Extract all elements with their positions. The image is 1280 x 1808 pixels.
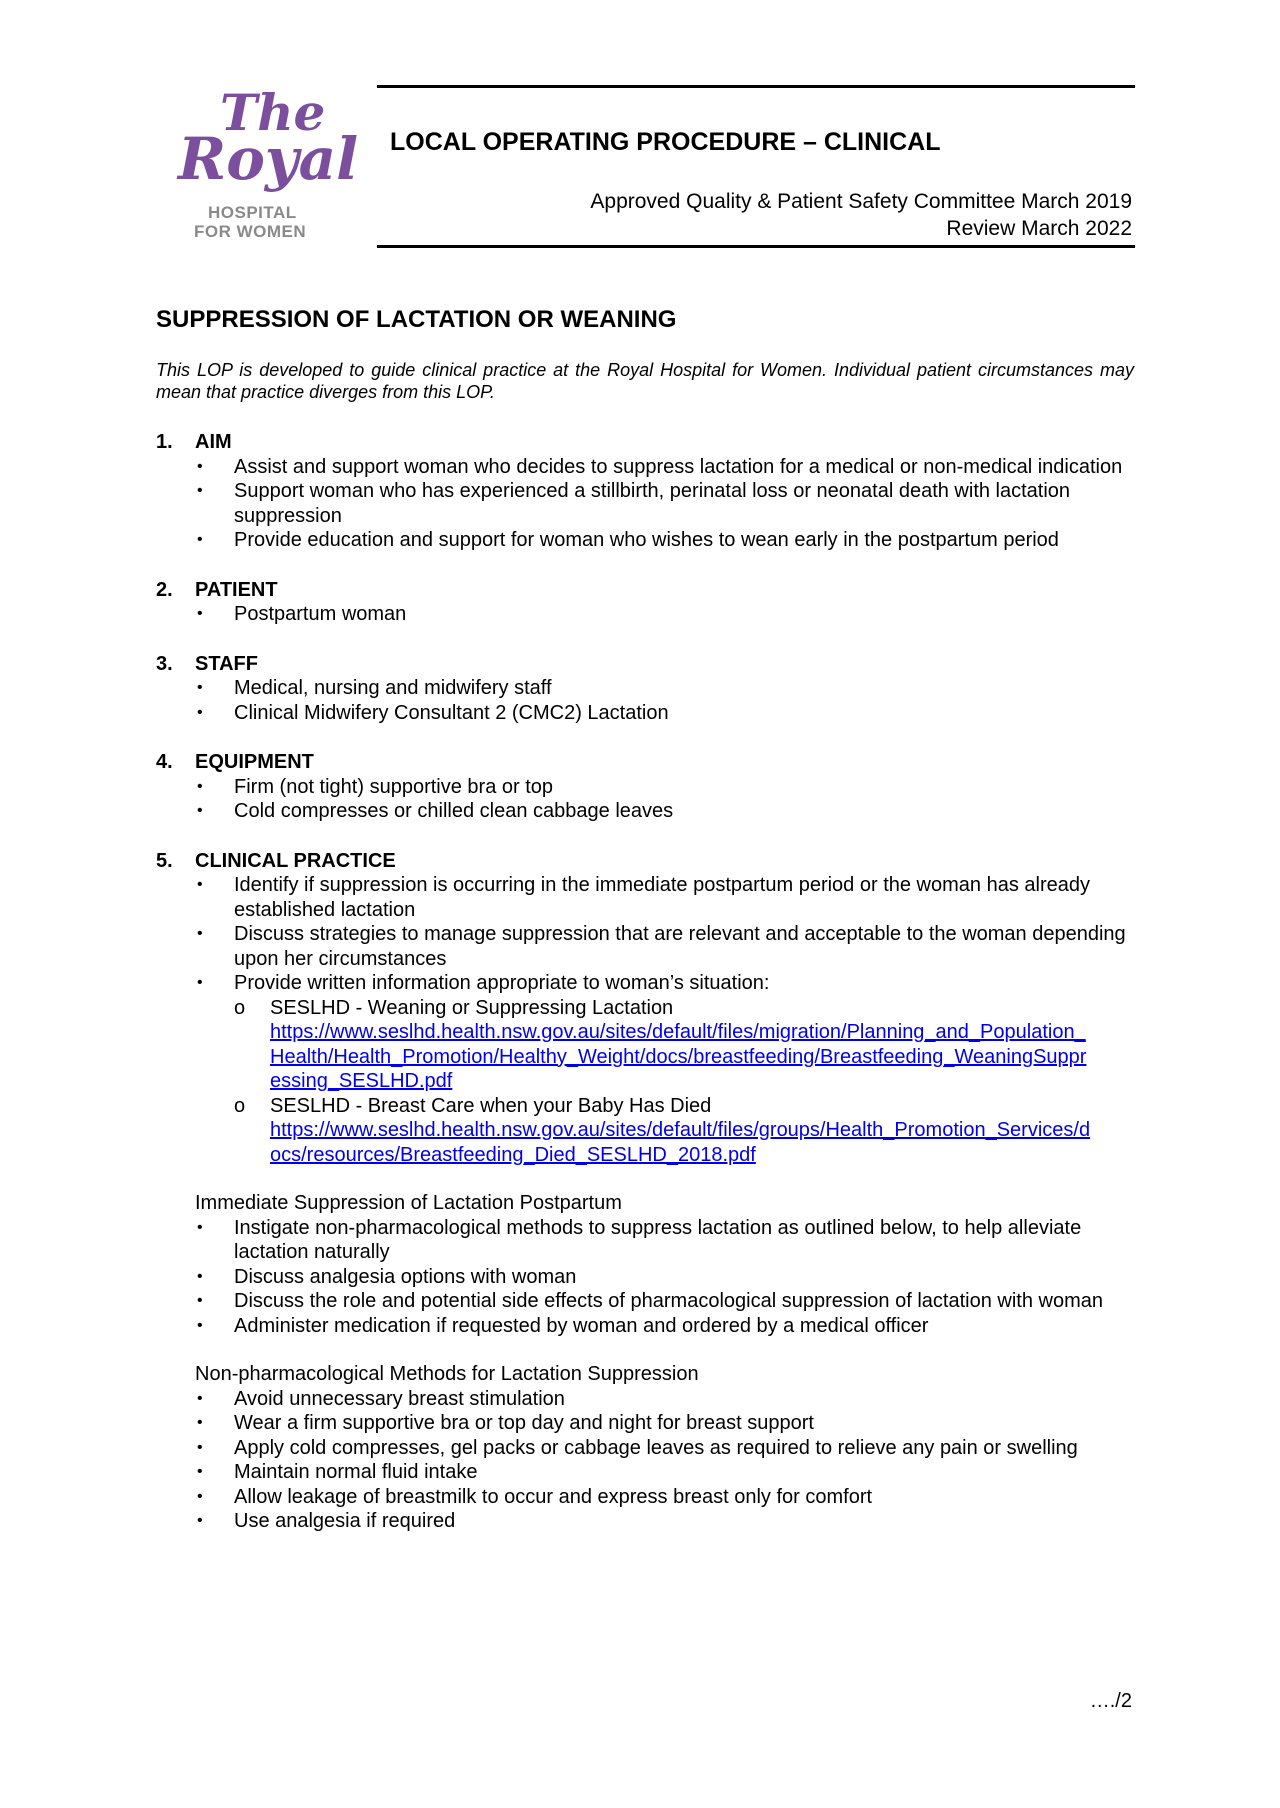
document-body — [156, 430, 1146, 1559]
list-item: • Avoid unnecessary breast stimulation — [195, 1387, 1146, 1412]
header-top-rule — [377, 85, 1135, 88]
aim-list — [156, 455, 1146, 553]
resource-title: SESLHD - Breast Care when your Baby Has Died — [270, 1094, 712, 1117]
list-item: • Provide education and support for woman who wishes to wean early in the postpartum period — [195, 528, 1146, 553]
list-item: • Apply cold compresses, gel packs or cabbage leaves as required to relieve any pain or swelling — [195, 1436, 1146, 1461]
section-heading — [156, 750, 1146, 775]
section-heading — [156, 578, 1146, 603]
patient-list — [156, 602, 1146, 627]
section-title: EQUIPMENT — [195, 751, 314, 773]
resource-item — [234, 1094, 1146, 1168]
section-number: 4. — [156, 751, 173, 773]
section-number: 5. — [156, 849, 173, 872]
list-item: • Discuss the role and potential side effects of pharmacological suppression of lactation with woman — [195, 1289, 1146, 1314]
equipment-list — [156, 775, 1146, 824]
approval-text: Approved Quality & Patient Safety Committee March 2019 — [590, 190, 1132, 213]
logo-word-for-women: FOR WOMEN — [194, 222, 307, 241]
list-item: • Administer medication if requested by woman and ordered by a medical officer — [195, 1314, 1146, 1339]
section-patient — [156, 578, 1146, 627]
non-pharmacological-list — [156, 1387, 1146, 1534]
page-continuation-marker: …./2 — [1089, 1690, 1132, 1712]
list-item: • Provide written information appropriate to woman’s situation: — [195, 971, 1146, 996]
section-title: AIM — [195, 431, 232, 453]
resource-item — [234, 996, 1146, 1094]
section-heading — [156, 430, 1146, 455]
list-item: • Instigate non-pharmacological methods to suppress lactation as outlined below, to help alleviate lactation naturally — [195, 1216, 1146, 1265]
clinical-list — [156, 873, 1146, 996]
logo-word-hospital: HOSPITAL — [208, 203, 297, 222]
list-item: • Firm (not tight) supportive bra or top — [195, 775, 1146, 800]
staff-list — [156, 676, 1146, 725]
section-heading — [156, 652, 1146, 677]
list-item: • Allow leakage of breastmilk to occur and express breast only for comfort — [195, 1485, 1146, 1510]
section-number: 3. — [156, 652, 173, 675]
list-item: • Wear a firm supportive bra or top day and night for breast support — [195, 1411, 1146, 1436]
section-clinical-practice — [156, 849, 1146, 1534]
resource-title: SESLHD - Weaning or Suppressing Lactation — [270, 996, 674, 1019]
list-item: • Postpartum woman — [195, 602, 1146, 627]
immediate-suppression-heading: Immediate Suppression of Lactation Postpartum — [195, 1192, 622, 1214]
section-title: STAFF — [195, 652, 258, 675]
section-heading — [156, 849, 1146, 874]
list-item: • Use analgesia if required — [195, 1509, 1146, 1534]
resource-link[interactable]: https://www.seslhd.health.nsw.gov.au/sites/default/files/groups/Health_Promotion_Services/docs/resources/Breastfeeding_Died_SESLHD_2018.pdf — [270, 1119, 1091, 1166]
list-item: • Discuss strategies to manage suppression that are relevant and acceptable to the woman depending upon her circumstances — [195, 922, 1146, 971]
intro-paragraph: This LOP is developed to guide clinical practice at the Royal Hospital for Women. Individual patient circumstances may mean that practice diverges from this LOP. — [156, 360, 1134, 402]
lop-title: LOCAL OPERATING PROCEDURE – CLINICAL — [390, 128, 941, 156]
document-title: SUPPRESSION OF LACTATION OR WEANING — [156, 306, 677, 333]
hospital-logo — [170, 83, 359, 248]
section-title: CLINICAL PRACTICE — [195, 849, 396, 872]
list-item: • Medical, nursing and midwifery staff — [195, 676, 1146, 701]
header-bottom-rule — [377, 245, 1135, 248]
resource-list — [156, 996, 1146, 1168]
logo-word-royal: Royal — [178, 125, 359, 193]
list-item: • Clinical Midwifery Consultant 2 (CMC2) Lactation — [195, 701, 1146, 726]
list-item: • Cold compresses or chilled clean cabbage leaves — [195, 799, 1146, 824]
section-title: PATIENT — [195, 578, 278, 601]
list-item: • Maintain normal fluid intake — [195, 1460, 1146, 1485]
list-item: • Assist and support woman who decides to suppress lactation for a medical or non-medical indication — [195, 455, 1146, 480]
section-aim — [156, 430, 1146, 553]
non-pharmacological-heading: Non-pharmacological Methods for Lactation Suppression — [195, 1363, 699, 1385]
logo-word-the: The — [220, 83, 326, 142]
list-item: • Discuss analgesia options with woman — [195, 1265, 1146, 1290]
section-staff — [156, 652, 1146, 726]
immediate-suppression-list — [156, 1216, 1146, 1339]
list-item: • Support woman who has experienced a stillbirth, perinatal loss or neonatal death with lactation suppression — [195, 479, 1146, 528]
list-item: • Identify if suppression is occurring in the immediate postpartum period or the woman has already established lactation — [195, 873, 1146, 922]
review-text: Review March 2022 — [946, 217, 1132, 240]
section-number: 2. — [156, 578, 173, 601]
resource-link[interactable]: https://www.seslhd.health.nsw.gov.au/sites/default/files/migration/Planning_and_Population_Health/Health_Promotion/Healthy_Weight/docs/breastfeeding/Breastfeeding_WeaningSuppressing_SESLHD.pdf — [270, 1021, 1087, 1092]
section-equipment — [156, 750, 1146, 824]
section-number: 1. — [156, 431, 173, 453]
